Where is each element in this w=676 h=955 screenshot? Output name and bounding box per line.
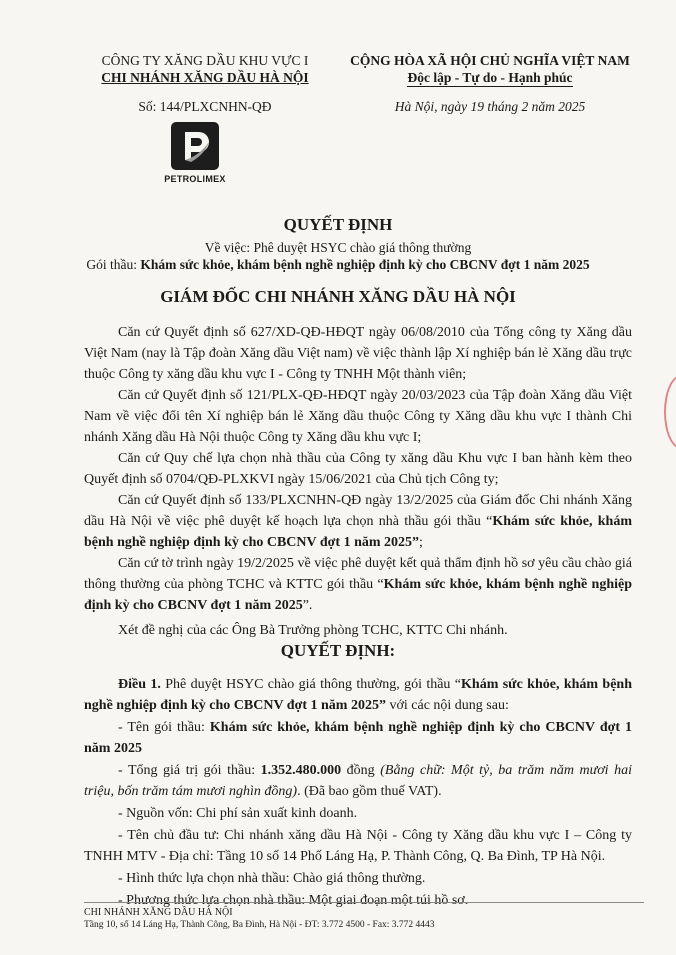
issuer-block: [80, 52, 330, 115]
legal-basis: [84, 322, 632, 641]
item-selection-form: - Hình thức lựa chọn nhà thầu: Chào giá thông thường.: [118, 871, 426, 886]
issue-date: Hà Nội, ngày 19 tháng 2 năm 2025: [394, 99, 586, 114]
petrolimex-logo-icon: [169, 120, 221, 172]
petrolimex-logo: [155, 120, 235, 184]
document-subject: Về việc: Phê duyệt HSYC chào giá thông thường: [204, 240, 472, 255]
republic-title: CỘNG HÒA XÃ HỘI CHỦ NGHĨA VIỆT NAM: [350, 53, 630, 68]
item-package-value: - Tổng giá trị gói thầu: 1.352.480.000 đồng (Bằng chữ: Một tỷ, ba trăm năm mươi hai triệu, bốn trăm tám mươi nghìn đồng). (Đã bao gồm thuế VAT).: [84, 763, 633, 799]
basis-paragraph: Căn cứ Quyết định số 133/PLXCNHN-QĐ ngày 13/2/2025 của Giám đốc Chi nhánh Xăng dầu Hà Nội về việc phê duyệt kế hoạch lựa chọn nhà thầu gói thầu “Khám sức khỏe, khám bệnh nghề nghiệp định kỳ cho CBCNV đợt 1 năm 2025”;: [84, 493, 633, 550]
page-footer: [84, 902, 644, 932]
item-selection-method: - Phương thức lựa chọn nhà thầu: Một giai đoạn một túi hồ sơ.: [118, 893, 469, 908]
basis-paragraph: Căn cứ tờ trình ngày 19/2/2025 về việc phê duyệt kết quả thẩm định hồ sơ yêu cầu chào giá thông thường của phòng TCHC và KTTC gói thầu “Khám sức khỏe, khám bệnh nghề nghiệp định kỳ cho CBCNV đợt 1 năm 2025”.: [84, 556, 632, 613]
package-line: Gói thầu: Khám sức khỏe, khám bệnh nghề nghiệp định kỳ cho CBCNV đợt 1 năm 2025: [86, 257, 590, 272]
basis-paragraph: Căn cứ Quyết định số 627/XD-QĐ-HĐQT ngày 06/08/2010 của Tổng công ty Xăng dầu Việt Nam (nay là Tập đoàn Xăng dầu Việt nam) về việc thành lập Xí nghiệp bán lẻ Xăng dầu trực thuộc Công ty xăng dầu khu vực I - Công ty TNHH Một thành viên;: [84, 325, 632, 382]
package-name: Khám sức khỏe, khám bệnh nghề nghiệp định kỳ cho CBCNV đợt 1 năm 2025: [140, 257, 590, 272]
proposal-paragraph: Xét đề nghị của các Ông Bà Trưởng phòng TCHC, KTTC Chi nhánh.: [118, 623, 508, 638]
decision-heading: QUYẾT ĐỊNH:: [280, 641, 396, 660]
article-1: [84, 674, 632, 912]
footer-branch-name: CHI NHÁNH XĂNG DẦU HÀ NỘI: [84, 907, 233, 918]
branch-name: CHI NHÁNH XĂNG DẦU HÀ NỘI: [101, 70, 309, 85]
national-motto: Độc lập - Tự do - Hạnh phúc: [407, 70, 573, 85]
footer-address: Tầng 10, số 14 Láng Hạ, Thành Công, Ba Đình, Hà Nội - ĐT: 3.772 4500 - Fax: 3.772 4443: [84, 920, 435, 930]
company-name: CÔNG TY XĂNG DẦU KHU VỰC I: [101, 53, 309, 68]
logo-brand-text: PETROLIMEX: [164, 174, 226, 184]
basis-paragraph: Căn cứ Quy chế lựa chọn nhà thầu của Công ty xăng dầu Khu vực I ban hành kèm theo Quyết định số 0704/QĐ-PLXKVI ngày 15/06/2021 của Chủ tịch Công ty;: [84, 451, 632, 487]
red-seal-edge: [664, 375, 676, 449]
national-heading: [330, 52, 650, 115]
basis-paragraph: Căn cứ Quyết định số 121/PLX-QĐ-HĐQT ngày 20/03/2023 của Tập đoàn Xăng dầu Việt Nam về việc đổi tên Xí nghiệp bán lẻ Xăng dầu thuộc Công ty Xăng dầu khu vực I thành Chi nhánh Xăng dầu Hà Nội thuộc Công ty Xăng dầu khu vực I;: [84, 388, 632, 445]
item-investor: - Tên chủ đầu tư: Chi nhánh xăng dầu Hà Nội - Công ty Xăng dầu khu vực I – Công ty TNHH MTV - Địa chỉ: Tầng 10 số 14 Phố Láng Hạ, P. Thành Công, Q. Ba Đình, TP Hà Nội.: [84, 828, 632, 864]
item-package-name: - Tên gói thầu: Khám sức khỏe, khám bệnh nghề nghiệp định kỳ cho CBCNV đợt 1 năm 2025: [84, 720, 632, 756]
director-title: GIÁM ĐỐC CHI NHÁNH XĂNG DẦU HÀ NỘI: [160, 287, 516, 306]
article-1-intro: Điều 1. Phê duyệt HSYC chào giá thông thường, gói thầu “Khám sức khỏe, khám bệnh nghề nghiệp định kỳ cho CBCNV đợt 1 năm 2025” với các nội dung sau:: [84, 677, 633, 713]
item-funding: - Nguồn vốn: Chi phí sản xuất kinh doanh.: [118, 806, 358, 821]
document-title: QUYẾT ĐỊNH: [283, 215, 393, 234]
document-number: Số: 144/PLXCNHN-QĐ: [138, 99, 272, 114]
